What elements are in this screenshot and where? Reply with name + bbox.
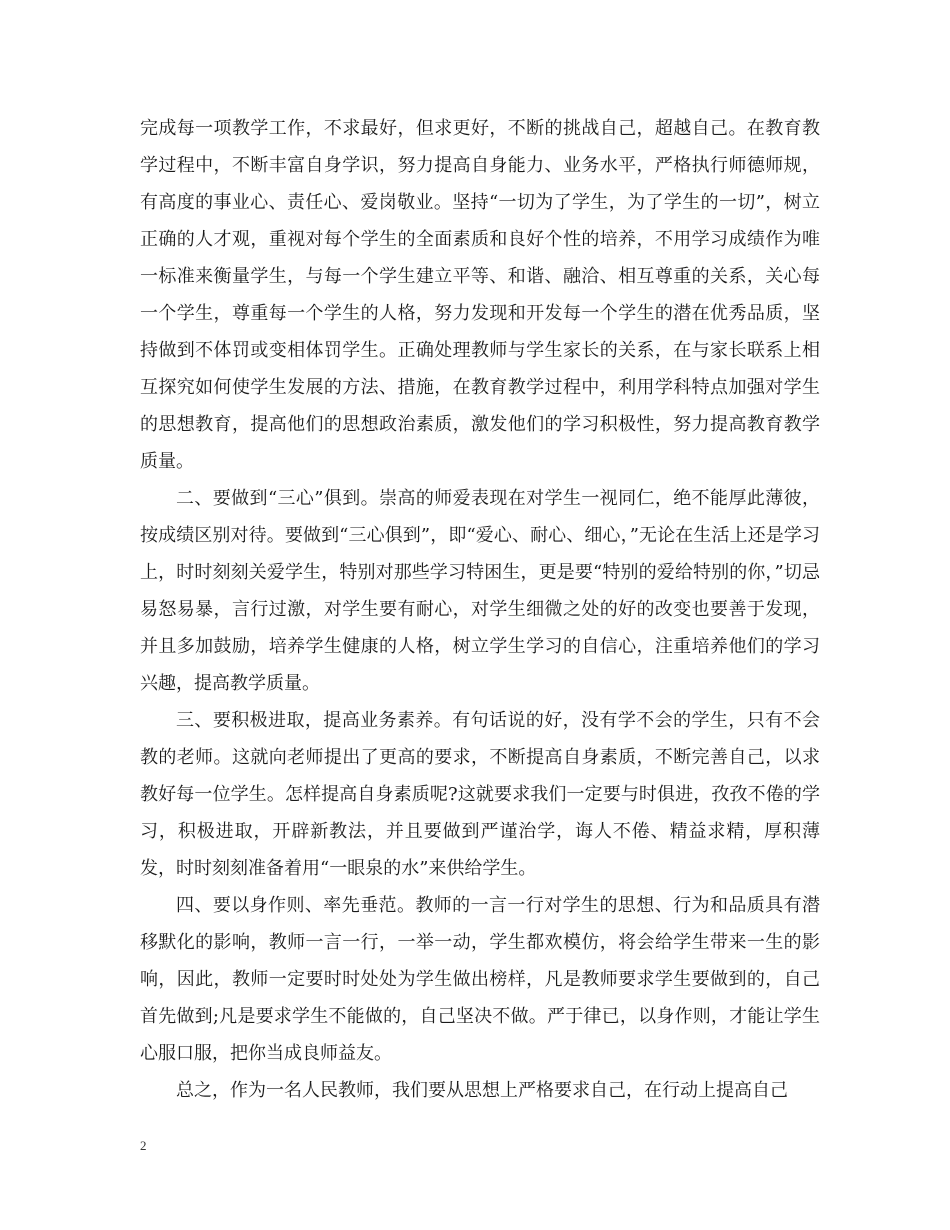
paragraph-lead-by-example: 四、要以身作则、率先垂范。教师的一言一行对学生的思想、行为和品质具有潜移默化的影响，教师一言一行，一举一动，学生都欢模仿，将会给学生带来一生的影响，因此，教师一定要时时处处为学生做出榜样，凡是教师要求学生要做到的，自己首先做到;凡是要求学生不能做的，自己坚决不做。严于律已，以身作则，才能让学生心服口服，把你当成良师益友。 bbox=[140, 895, 820, 1064]
paragraph-three-hearts: 二、要做到“三心”俱到。崇高的师爱表现在对学生一视同仁，绝不能厚此薄彼，按成绩区别对待。要做到“三心俱到”，即“爱心、耐心、细心，”无论在生活上还是学习上，时时刻刻关爱学生，特别对那些学习特困生，更是要“特别的爱给特别的你，”切忌易怒易暴，言行过激，对学生要有耐心，对学生细微之处的好的改变也要善于发现，并且多加鼓励，培养学生健康的人格，树立学生学习的自信心，注重培养他们的学习兴趣，提高教学质量。 bbox=[140, 488, 820, 694]
paragraph-conclusion: 总之，作为一名人民教师，我们要从思想上严格要求自己，在行动上提高自己 bbox=[176, 1080, 788, 1101]
paragraph-continuation: 完成每一项教学工作，不求最好，但求更好，不断的挑战自己，超越自己。在教育教学过程中，不断丰富自身学识，努力提高自身能力、业务水平，严格执行师德师规，有高度的事业心、责任心、爱岗敬业。坚持“一切为了学生，为了学生的一切”，树立正确的人才观，重视对每个学生的全面素质和良好个性的培养，不用学习成绩作为唯一标准来衡量学生，与每一个学生建立平等、和谐、融洽、相互尊重的关系，关心每一个学生，尊重每一个学生的人格，努力发现和开发每一个学生的潜在优秀品质，坚持做到不体罚或变相体罚学生。正确处理教师与学生家长的关系，在与家长联系上相互探究如何使学生发展的方法、措施，在教育教学过程中，利用学科特点加强对学生的思想教育，提高他们的思想政治素质，激发他们的学习积极性，努力提高教育教学质量。 bbox=[140, 118, 820, 472]
document-body bbox=[140, 110, 820, 1109]
page-number: 2 bbox=[140, 1138, 147, 1153]
paragraph-professional-quality: 三、要积极进取，提高业务素养。有句话说的好，没有学不会的学生，只有不会教的老师。这就向老师提出了更高的要求，不断提高自身素质，不断完善自己，以求教好每一位学生。怎样提高自身素质呢?这就要求我们一定要与时俱进，孜孜不倦的学习，积极进取，开辟新教法，并且要做到严谨治学，诲人不倦、精益求精，厚积薄发，时时刻刻准备着用“一眼泉的水”来供给学生。 bbox=[140, 710, 820, 879]
